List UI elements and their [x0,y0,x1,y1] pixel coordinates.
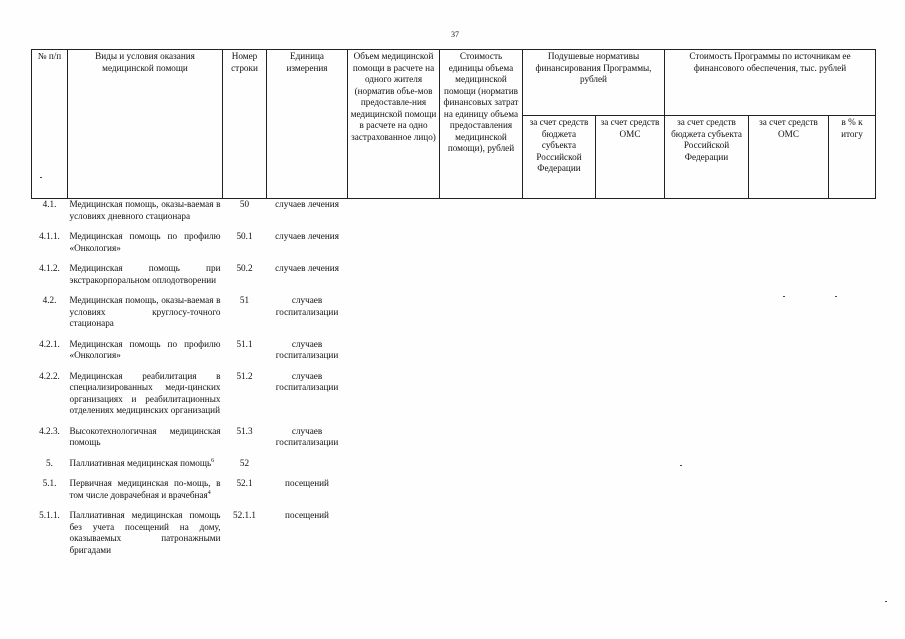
row-empty-values [348,295,876,339]
row-unit: посещений [285,478,329,488]
row-line-number: 52.1.1 [233,510,256,520]
header-program-cost-percent: в % к итогу [829,116,876,199]
row-line-number: 50 [239,199,250,209]
row-empty-values [348,263,876,295]
table-row [32,426,876,458]
care-type-text: Медицинская помощь по профилю «Онкология» [69,338,221,360]
row-num: 4.2.3. [39,425,60,436]
table-row [32,371,876,426]
row-care-type [68,295,223,339]
row-empty-values [348,458,876,479]
row-empty-values [348,478,876,510]
header-per-capita-budget: за счет средств бюджета субъекта Российской Федерации [523,116,596,199]
header-row-number: Номер строки [223,50,267,199]
table-row [32,199,876,232]
row-num: 5.1.1. [39,510,60,520]
row-unit: случаев лечения [275,231,339,241]
header-program-cost-budget: за счет средств бюджета субъекта Российской Федерации [665,116,749,199]
row-line-number: 52 [239,457,250,468]
row-line-number: 50.1 [236,231,253,241]
footnote-mark: 4 [207,489,211,496]
care-type-text: Высокотехнологичная медицинская помощь [69,425,221,447]
scan-speck [783,296,785,297]
footnote-mark: 6 [211,457,215,464]
row-care-type [68,199,223,232]
scan-speck [835,296,837,297]
row-unit: случаев госпитализации [275,425,339,447]
care-type-text: Медицинская помощь, оказы-ваемая в условиях круглосу-точного стационара [69,295,221,328]
row-line-number: 51 [239,295,250,305]
row-num: 4.2.2. [39,370,60,381]
header-volume: Объем медицинской помощи в расчете на одного жителя (норматив объе-мов предоставле-ния медицинской помощи в расчете на одно застрахованное лицо) [348,50,440,199]
table-body [32,199,876,566]
table-row [32,478,876,510]
header-num: № п/п [32,50,68,199]
row-num: 4.2. [42,295,57,305]
row-num: 4.1. [42,199,57,209]
program-cost-table [31,49,876,565]
scan-speck [40,177,42,178]
table-row [32,458,876,479]
care-type-text: Медицинская помощь по профилю «Онкология» [69,231,221,253]
table-header [32,50,876,199]
row-empty-values [348,231,876,263]
care-type-text: Паллиативная медицинская помощь [69,457,212,468]
table-row [32,339,876,371]
row-empty-values [348,510,876,565]
row-care-type [68,231,223,263]
row-care-type [68,371,223,426]
row-unit: случаев госпитализации [275,295,339,317]
header-unit: Единица измерения [267,50,348,199]
row-unit: случаев лечения [275,199,339,209]
care-type-text: Медицинская реабилитация в специализированных меди-цинских организациях и реабилитационных отделениях медицинских организаций [69,370,221,415]
row-care-type [68,263,223,295]
page-number: 37 [451,30,459,39]
row-line-number: 51.1 [236,338,253,349]
row-empty-values [348,426,876,458]
header-per-capita-group: Подушевые нормативы финансирования Программы, рублей [523,50,665,116]
care-type-text: Медицинская помощь, оказы-ваемая в условиях дневного стационара [69,199,221,221]
row-empty-values [348,339,876,371]
row-line-number: 51.2 [236,370,253,381]
row-num: 4.1.2. [39,263,60,273]
scan-speck [885,601,887,602]
row-num: 5. [46,457,53,468]
header-care-type: Виды и условия оказания медицинской помощи [68,50,223,199]
row-line-number: 50.2 [236,263,253,273]
row-care-type [68,458,223,479]
row-num: 4.1.1. [39,231,60,241]
row-empty-values [348,371,876,426]
table-row [32,263,876,295]
row-num: 4.2.1. [39,338,60,349]
table-row [32,231,876,263]
table-row [32,295,876,339]
table-row [32,510,876,565]
row-unit: посещений [285,510,329,520]
row-unit: случаев лечения [275,263,339,273]
row-num: 5.1. [42,478,57,488]
care-type-text: Первичная медицинская по-мощь, в том числе доврачебная и врачебная [69,478,221,500]
header-unit-cost: Стоимость единицы объема медицинской помощи (норматив финансовых затрат на единицу объема предоставления медицинской помощи), рублей [440,50,523,199]
row-unit [267,458,348,479]
header-per-capita-oms: за счет средств ОМС [596,116,665,199]
row-care-type [68,478,223,510]
row-care-type [68,339,223,371]
care-type-text: Медицинская помощь при экстракорпоральном оплодотворении [69,263,221,285]
row-unit: случаев госпитализации [275,370,339,392]
row-care-type [68,510,223,565]
care-type-text: Паллиативная медицинская помощь без учета посещений на дому, оказываемых патронажными бригадами [69,510,221,555]
row-empty-values [348,199,876,232]
row-unit: случаев госпитализации [275,338,339,360]
row-care-type [68,426,223,458]
row-line-number: 52.1 [236,478,253,488]
row-line-number: 51.3 [236,425,253,436]
scan-speck [680,465,682,466]
header-program-cost-group: Стоимость Программы по источникам ее финансового обеспечения, тыс. рублей [665,50,876,116]
header-program-cost-oms: за счет средств ОМС [749,116,829,199]
